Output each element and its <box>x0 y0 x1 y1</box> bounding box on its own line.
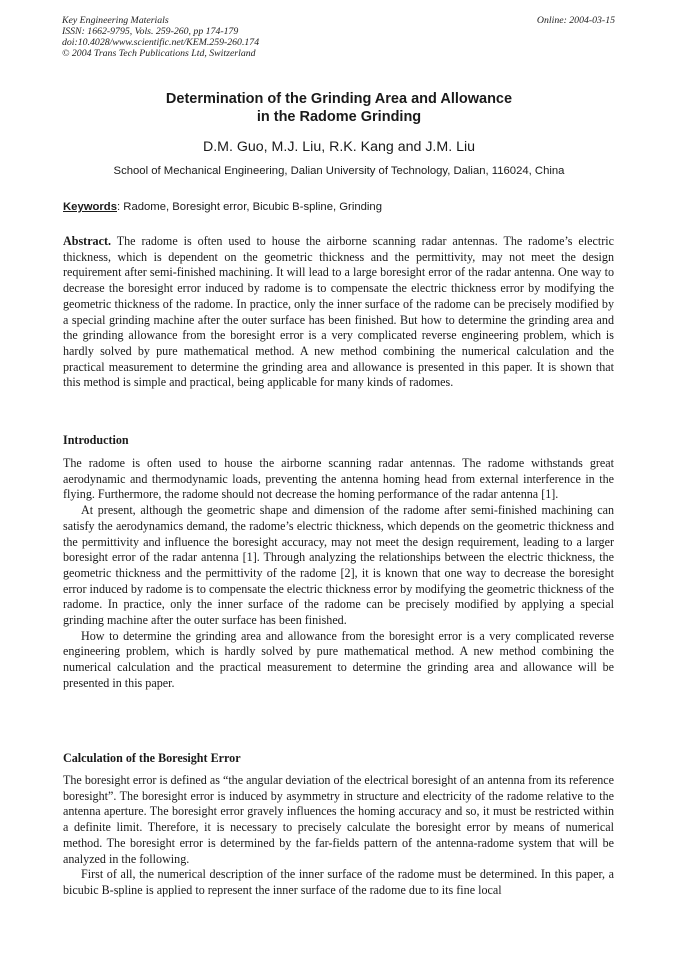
paragraph: At present, although the geometric shape and dimension of the radome after semi-finished machining can satisfy the aerodynamics demand, the radome’s electric thickness, which depends on the geometric thickness and the permittivity and influence the boresight accuracy, may not meet the design requirement, leading to a larger boresight error of the radar antenna [1]. Through analyzing the relationships between the electric thickness, the geometric thickness and the permittivity of the radome [2], it is known that one way to decrease the boresight error induced by radome is to compensate the electric thickness error by modifying the geometric thickness of the radome. In practice, only the inner surface of the radome can be precisely modified by applying a special grinding machine after the outer surface has been finished. <box>63 503 614 628</box>
abstract-label: Abstract. <box>63 234 112 248</box>
introduction-body <box>63 456 614 692</box>
calculation-body <box>63 773 614 899</box>
keywords <box>63 201 382 213</box>
keywords-colon: : <box>117 201 121 213</box>
section-heading-introduction: Introduction <box>63 433 129 447</box>
online-date: Online: 2004-03-15 <box>536 15 615 26</box>
section-heading-calculation: Calculation of the Boresight Error <box>63 751 241 765</box>
title-line-2: in the Radome Grinding <box>256 109 422 125</box>
copyright-line: © 2004 Trans Tech Publications Ltd, Switzerland <box>62 48 256 59</box>
doi-line: doi:10.4028/www.scientific.net/KEM.259-260.174 <box>62 37 260 48</box>
affiliation: School of Mechanical Engineering, Dalian University of Technology, Dalian, 116024, China <box>113 165 565 177</box>
abstract-text: The radome is often used to house the airborne scanning radar antennas. The radome’s electric thickness, which is dependent on the geometric thickness and the permittivity, may not meet the design requirement after semi-finished machining. It will lead to a large boresight error of the radar antenna. One way to decrease the boresight error induced by radome is to compensate the electric thickness error by modifying the geometric thickness of the radome. In practice, only the inner surface of the radome can be precisely modified by a special grinding machine after the outer surface has been finished. But how to determine the grinding area and the grinding allowance from the boresight error is a very complicated reverse engineering problem, which is hardly solved by pure mathematical method. A new method combining the numerical calculation and the practical measurement to determine the grinding area and allowance is presented in this paper. It is shown that this method is simple and practical, being applicable for many kinds of radomes. <box>63 234 614 390</box>
issn-line: ISSN: 1662-9795, Vols. 259-260, pp 174-179 <box>62 26 239 37</box>
abstract <box>63 234 614 391</box>
keywords-label: Keywords <box>63 201 117 213</box>
title-line-1: Determination of the Grinding Area and Allowance <box>165 91 513 107</box>
paragraph: The boresight error is defined as “the angular deviation of the electrical boresight of an antenna from its reference boresight”. The boresight error is induced by asymmetry in structure and electricity of the radome relative to the antenna aperture. The boresight error gravely influences the homing accuracy and so, it must be restricted within a definite limit. Therefore, it is necessary to precisely calculate the boresight error by means of numerical method. The boresight error is determined by the far-fields pattern of the antenna-radome system that will be analyzed in the following. <box>63 773 614 866</box>
paper-title <box>40 90 638 126</box>
keywords-text: Radome, Boresight error, Bicubic B-spline, Grinding <box>120 201 382 213</box>
journal-name: Key Engineering Materials <box>62 15 169 26</box>
journal-header <box>62 15 259 59</box>
authors: D.M. Guo, M.J. Liu, R.K. Kang and J.M. Liu <box>202 139 476 155</box>
paragraph: The radome is often used to house the airborne scanning radar antennas. The radome withstands great aerodynamic and thermodynamic loads, preventing the antenna homing head from external interference in the flying. Furthermore, the radome should not decrease the homing performance of the radar antenna [1]. <box>63 456 614 502</box>
paragraph: First of all, the numerical description of the inner surface of the radome must be determined. In this paper, a bicubic B-spline is applied to represent the inner surface of the radome due to its fine local <box>63 867 614 897</box>
paragraph: How to determine the grinding area and allowance from the boresight error is a very complicated reverse engineering problem, which is hardly solved by pure mathematical method. A new method combining the numerical calculation and the practical measurement to determine the grinding area and allowance will be presented in this paper. <box>63 628 614 690</box>
